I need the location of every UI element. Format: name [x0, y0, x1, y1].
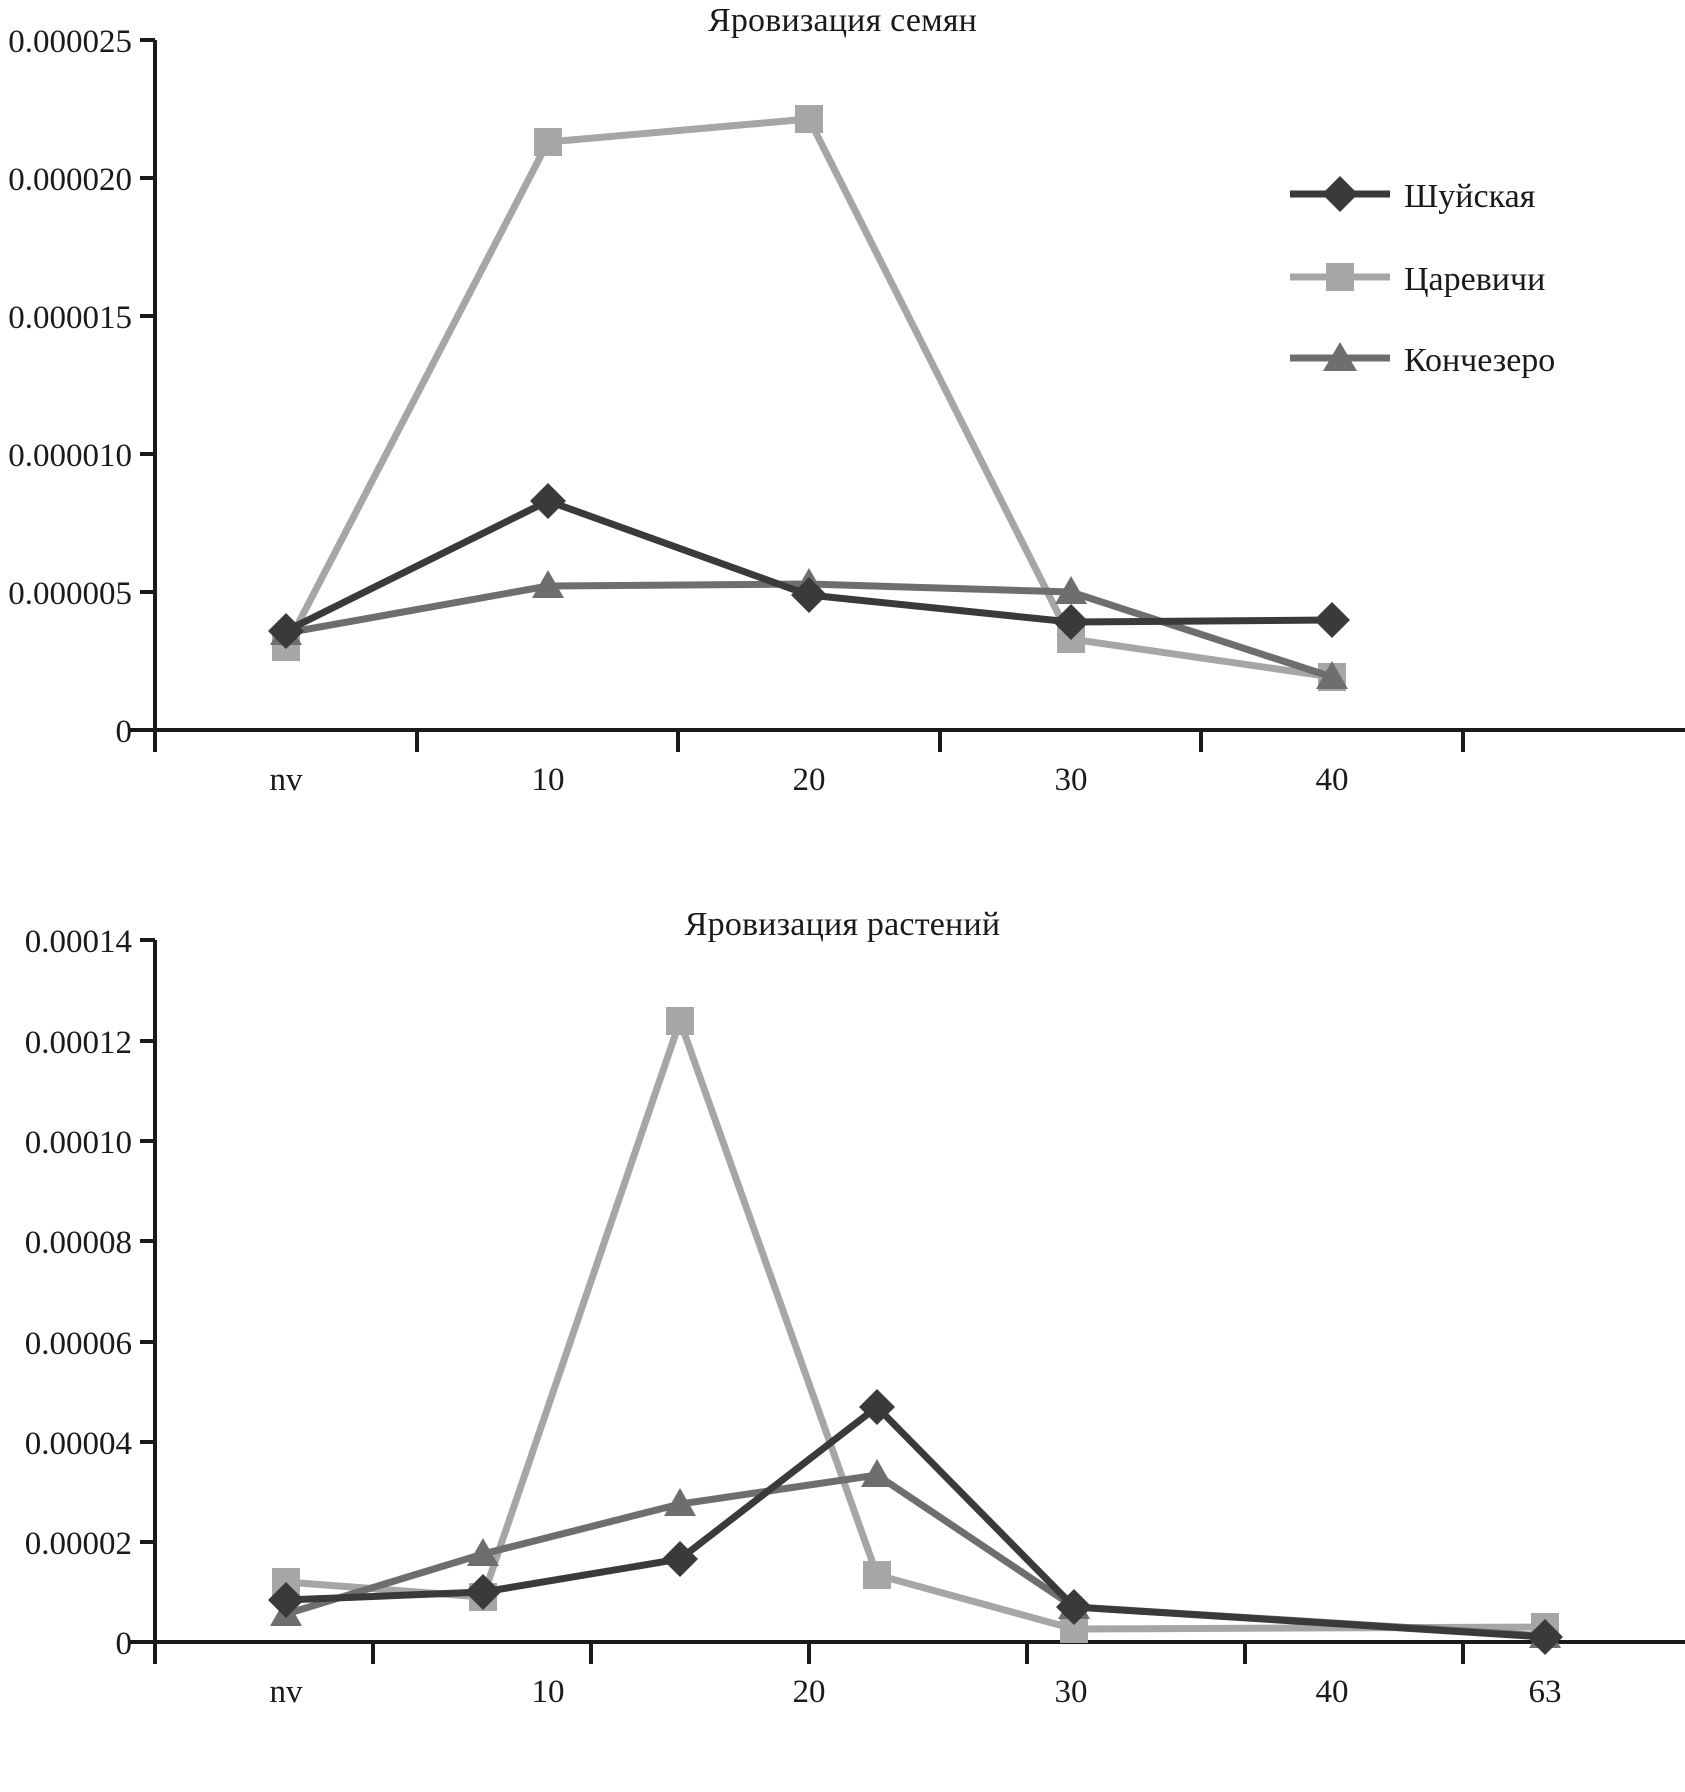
legend-label-konchezero: Кончезеро	[1404, 342, 1556, 379]
chart-bottom-canvas	[0, 900, 1685, 1792]
x-tick-label-top-0: nv	[269, 762, 303, 798]
y-tick-label-bottom-0: 0	[115, 1626, 132, 1662]
x-tick-label-top-1: 10	[531, 762, 565, 798]
y-ticks-top	[140, 40, 155, 730]
legend-label-tsarevichi: Царевичи	[1404, 261, 1546, 298]
y-tick-label-top-1: 0.000005	[8, 576, 132, 612]
x-tick-label-bottom-4: 40	[1315, 1674, 1349, 1710]
x-ticks-bottom	[155, 1642, 1463, 1664]
legend-item-shuyskaya[interactable]	[1290, 176, 1536, 215]
x-tick-label-bottom-5: 63	[1528, 1674, 1562, 1710]
y-tick-label-bottom-7: 0.00014	[24, 924, 132, 960]
y-tick-label-bottom-2: 0.00004	[24, 1426, 132, 1462]
x-tick-label-bottom-0: nv	[269, 1674, 303, 1710]
series-line-top-shuyskaya	[268, 483, 1350, 649]
y-tick-label-top-0: 0	[115, 714, 132, 750]
y-tick-label-top-3: 0.000015	[8, 300, 132, 336]
legend-top	[1290, 176, 1555, 379]
x-tick-label-top-4: 40	[1315, 762, 1349, 798]
y-tick-label-top-2: 0.000010	[8, 438, 132, 474]
y-tick-label-top-4: 0.000020	[8, 162, 132, 198]
chart-vernalization-plants	[0, 900, 1685, 1792]
chart-title-bottom: Яровизация растений	[684, 906, 1001, 943]
x-tick-label-top-2: 20	[792, 762, 826, 798]
y-tick-label-bottom-5: 0.00010	[24, 1125, 132, 1161]
series-line-bottom-konchezero	[270, 1459, 1561, 1648]
x-tick-label-bottom-2: 20	[792, 1674, 826, 1710]
legend-label-shuyskaya: Шуйская	[1404, 178, 1536, 215]
series-line-bottom-tsarevichi	[272, 1007, 1559, 1643]
y-tick-label-top-5: 0.000025	[8, 24, 132, 60]
y-tick-label-bottom-4: 0.00008	[24, 1225, 132, 1261]
y-ticks-bottom	[140, 940, 155, 1642]
x-tick-label-bottom-1: 10	[531, 1674, 565, 1710]
series-line-bottom-shuyskaya	[268, 1389, 1563, 1655]
y-tick-label-bottom-6: 0.00012	[24, 1025, 132, 1061]
y-tick-label-bottom-1: 0.00002	[24, 1526, 132, 1562]
x-tick-label-top-3: 30	[1054, 762, 1088, 798]
chart-title-top: Яровизация семян	[707, 2, 978, 39]
legend-item-konchezero[interactable]	[1290, 342, 1555, 379]
x-ticks-top	[155, 730, 1463, 752]
x-tick-label-bottom-3: 30	[1054, 1674, 1088, 1710]
legend-item-tsarevichi[interactable]	[1290, 261, 1545, 298]
y-tick-label-bottom-3: 0.00006	[24, 1326, 132, 1362]
